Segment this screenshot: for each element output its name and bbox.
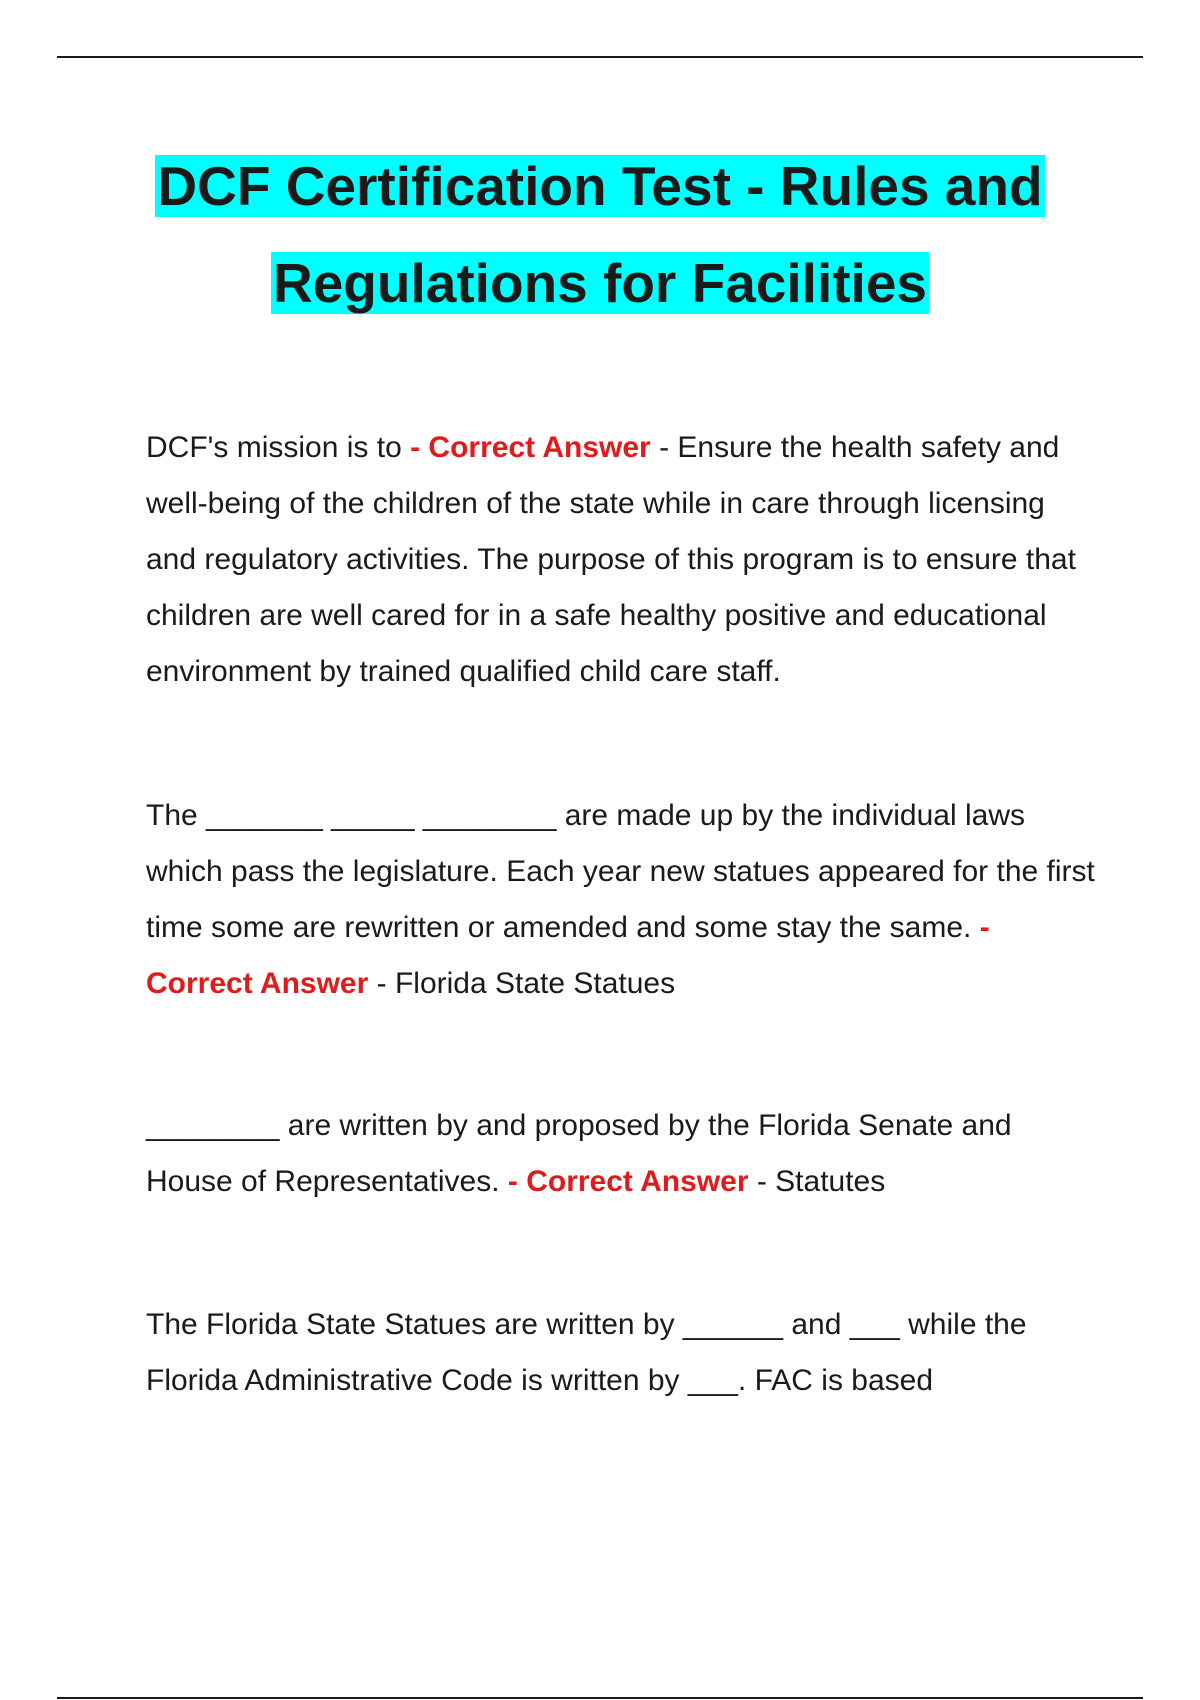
bottom-rule — [57, 1697, 1143, 1699]
correct-answer-label: - Correct Answer — [507, 1165, 749, 1198]
question-text: ________ are written by and proposed by the Florida Senate and House of Representatives. — [146, 1109, 1012, 1198]
title-line-1: DCF Certification Test - Rules and — [157, 155, 1043, 217]
qa-item — [146, 788, 1096, 1012]
question-text: The _______ _____ ________ are made up by the individual laws which pass the legislature. Each year new statues appeared for the first time some are rewritten or amended and some stay the same. — [146, 799, 1095, 944]
answer-text: - Ensure the health safety and well-being of the children of the state while in care through licensing and regulatory activities. The purpose of this program is to ensure that children are well cared for in a safe healthy positive and educational environment by trained qualified child care staff. — [146, 431, 1076, 688]
qa-item — [146, 1297, 1096, 1409]
correct-answer-label: - Correct Answer — [410, 431, 651, 464]
question-text: DCF's mission is to — [146, 431, 402, 464]
correct-answer-label: - Correct Answer — [146, 911, 990, 1000]
top-rule — [57, 56, 1143, 58]
title-line-2: Regulations for Facilities — [272, 252, 927, 314]
document-title — [0, 138, 1200, 332]
answer-text: - Florida State Statues — [376, 967, 676, 1000]
question-text: The Florida State Statues are written by ______ and ___ while the Florida Administrative Code is written by ___. FAC is based — [146, 1308, 1027, 1397]
qa-item — [146, 1098, 1096, 1210]
answer-text: - Statutes — [756, 1165, 886, 1198]
qa-item — [146, 420, 1096, 700]
